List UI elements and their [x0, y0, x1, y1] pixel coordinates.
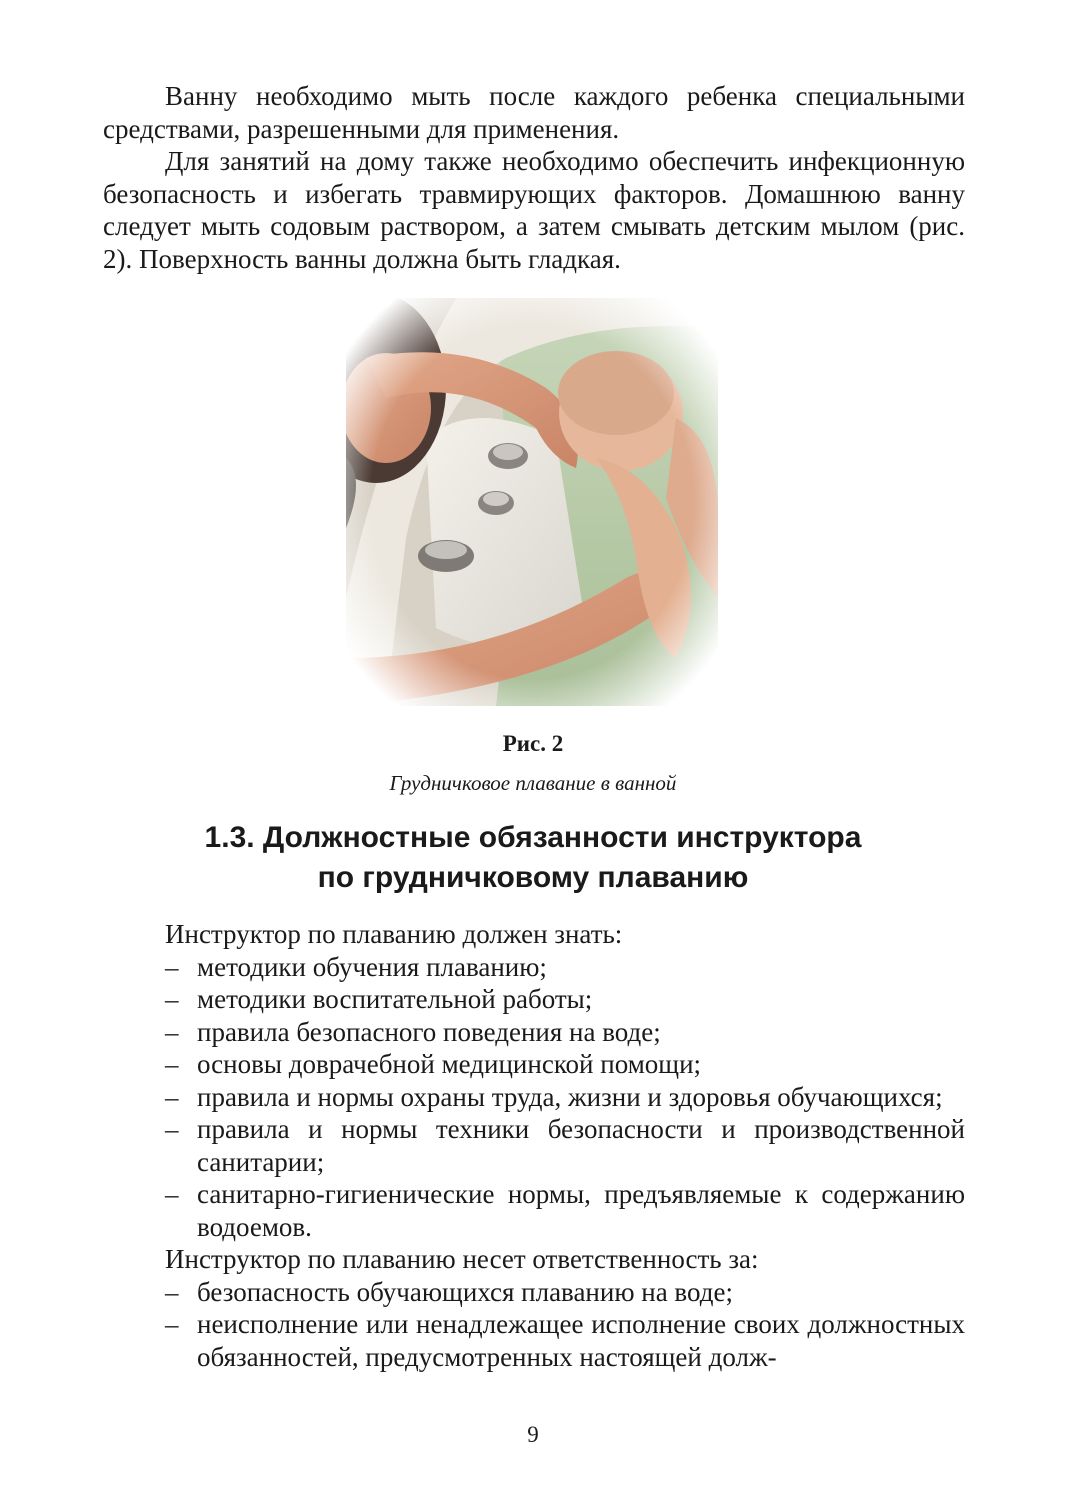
- list-dash: –: [165, 1081, 179, 1112]
- list-dash: –: [165, 1016, 179, 1047]
- list-dash: –: [165, 1114, 179, 1144]
- list-item: [103, 1178, 965, 1243]
- section-heading-line-1: 1.3. Должностные обязанности инструктора: [204, 821, 862, 854]
- responsible-list: [103, 1276, 965, 1374]
- list-dash: –: [165, 1049, 179, 1079]
- list-item: [103, 983, 965, 1016]
- list-item-text: правила и нормы охраны труда, жизни и здоровья обучающихся;: [197, 1081, 943, 1112]
- list-item-text: методики обучения плаванию;: [197, 951, 547, 982]
- list-item: [103, 1276, 965, 1309]
- paragraph-bath-washing: Ванну необходимо мыть после каждого ребенка специальными средствами, разрешенными для применения.: [103, 81, 965, 144]
- list-dash: –: [165, 984, 179, 1014]
- list-item: [103, 1048, 965, 1081]
- list-item: [103, 1308, 965, 1373]
- figure-label: Рис. 2: [502, 731, 564, 756]
- section-heading-line-2: по грудничковому плаванию: [317, 861, 749, 894]
- list-item-text: основы доврачебной медицинской помощи;: [197, 1049, 702, 1079]
- section-heading: [0, 818, 1066, 898]
- list-dash: –: [165, 1179, 179, 1209]
- list-item-text: правила и нормы техники безопасности и производственной санитарии;: [197, 1114, 965, 1177]
- must-know-lead: Инструктор по плаванию должен знать:: [165, 919, 623, 949]
- list-item-text: безопасность обучающихся плаванию на воде;: [197, 1276, 733, 1307]
- figure-caption: Грудничковое плавание в ванной: [389, 771, 677, 795]
- list-item-text: правила безопасного поведения на воде;: [197, 1016, 661, 1047]
- page-number: 9: [527, 1422, 539, 1447]
- list-dash: –: [165, 951, 179, 982]
- list-item-text: методики воспитательной работы;: [197, 984, 593, 1014]
- infant-bath-illustration: [346, 298, 718, 706]
- list-item-text: санитарно-гигиенические нормы, предъявляемые к содержанию водоемов.: [197, 1179, 965, 1242]
- must-know-list: [103, 951, 965, 1244]
- list-item: [103, 1113, 965, 1178]
- responsible-lead: Инструктор по плаванию несет ответственность за:: [165, 1244, 759, 1274]
- list-item-text: неисполнение или ненадлежащее исполнение своих должностных обязанностей, предусмотренных настоящей долж-: [197, 1309, 965, 1372]
- intro-text: [103, 80, 965, 275]
- figure-infant-bath-photo: [346, 298, 718, 706]
- list-dash: –: [165, 1276, 179, 1307]
- duties-text: [103, 918, 965, 1373]
- list-item: [103, 1081, 965, 1114]
- paragraph-home-safety: Для занятий на дому также необходимо обеспечить инфекционную безопасность и избегать травмирующих факторов. Домашнюю ванну следует мыть содовым раствором, а затем смывать детским мылом (рис. 2). Поверхность ванны должна быть гладкая.: [103, 146, 965, 274]
- list-item: [103, 1016, 965, 1049]
- list-item: [103, 951, 965, 984]
- list-dash: –: [165, 1309, 179, 1339]
